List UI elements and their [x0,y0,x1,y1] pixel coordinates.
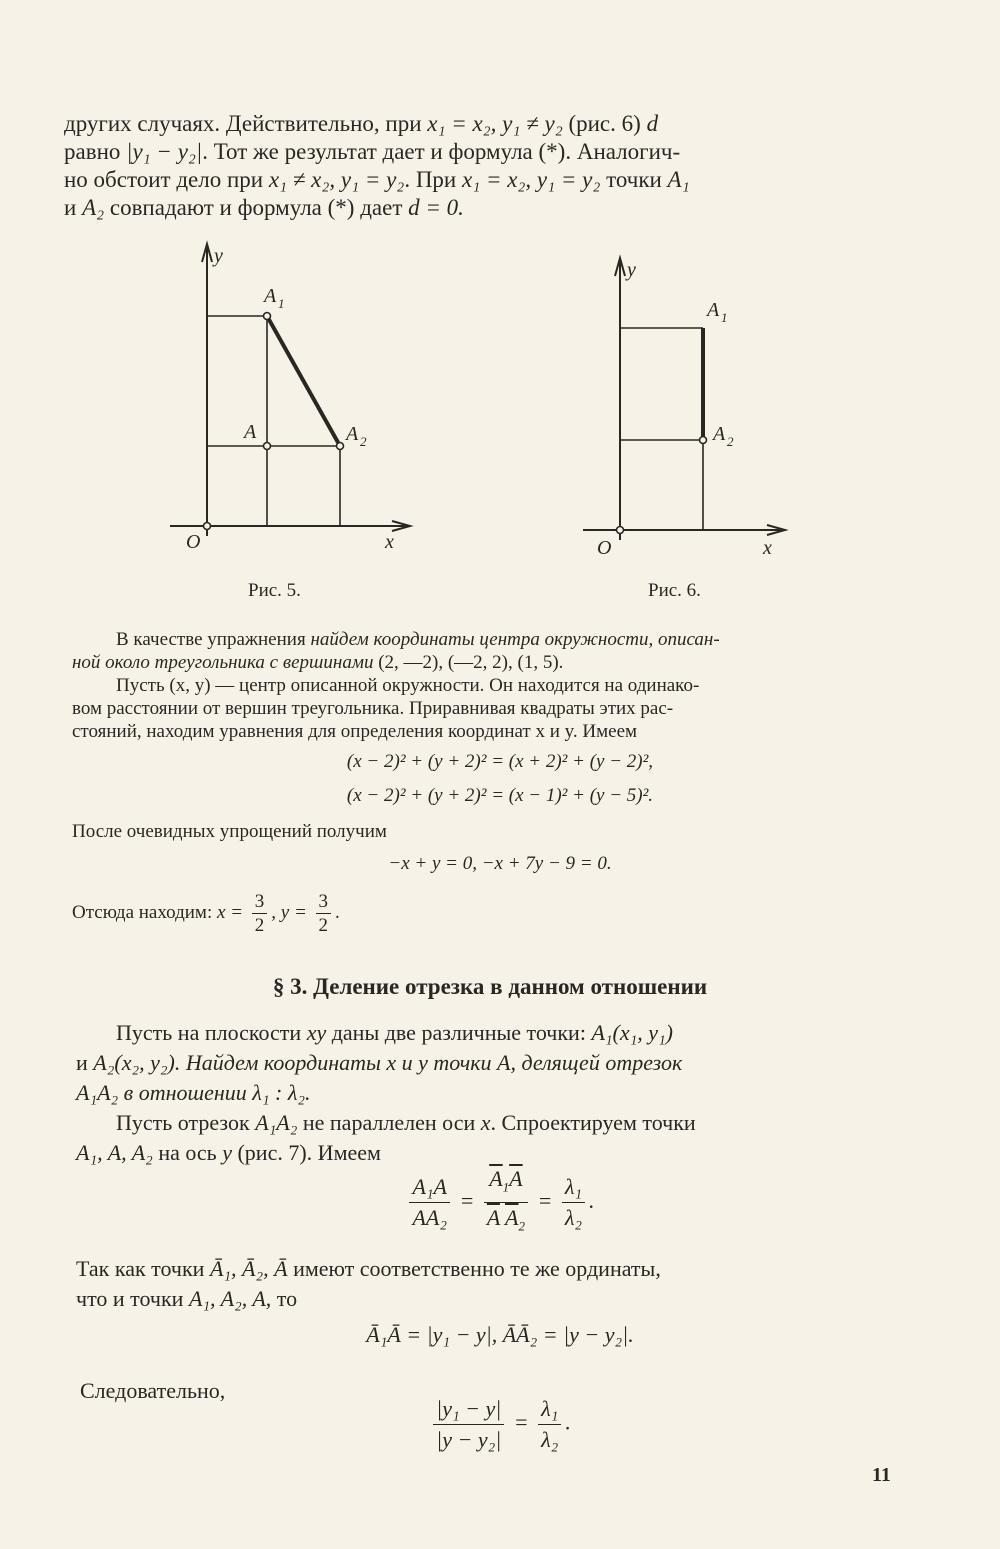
equation-4: Ā₁Ā = |y₁ − y|, ĀĀ₂ = |y − y₂|. [366,1322,634,1347]
section-p3-line-2: что и точки A₁, A₂, A, то [76,1286,298,1311]
fig5-label-o: O [186,531,201,553]
exercise-line-4: вом расстоянии от вершин треугольника. Приравнивая квадраты этих рас- [72,698,674,719]
fraction-projections: $\frac{\overline{A}_1\overline{A}}{\overline{A} \overline{A}_2}$ [484,1164,528,1242]
section-p1-line-2: и A₂(x₂, y₂). Найдем координаты x и y точки A, делящей отрезок [76,1050,683,1075]
fig5-point-a2 [337,443,344,450]
result-line: Отсюда находим: x = $\frac{3}{2}$ , y = $\frac{3}{2}$ . [72,891,340,936]
final-formula: $\frac{\text{|y₁ − y|}}{\text{|y − y₂|}}$ = $\frac{\text{λ₁}}{\text{λ₂}}$ . [300,1394,700,1455]
fig5-label-a: A [244,421,257,443]
intro-line-3: но обстоит дело при x₁ ≠ x₂, y₁ = y₂. При x₁ = x₂, y₁ = y₂ точки A₁ [64,167,690,192]
fig5-label-a1-sub: 1 [278,296,285,311]
fig5-point-a [264,443,271,450]
therefore-text: Следовательно, [80,1378,226,1403]
exercise-line-3: Пусть (x, y) — центр описанной окружности. Он находится на одинако- [116,675,700,696]
section-p2-line-1: Пусть отрезок A₁A₂ не параллелен оси x. Спроектируем точки [116,1110,696,1135]
fig5-segment-a1a2 [267,316,340,446]
fig6-label-a1: A [707,299,720,321]
intro-paragraph [64,110,904,222]
fig6-label-a2: A [713,423,726,445]
figure-5 [160,236,430,566]
fraction-x: $\frac{3}{2}$ [252,890,268,937]
exercise-line-5: стояний, находим уравнения для определения координат x и y. Имеем [72,721,638,742]
page-number: 11 [872,1464,891,1486]
exercise-paragraph [72,628,902,743]
equation-3: −x + y = 0, −x + 7y − 9 = 0. [388,853,612,874]
fig5-label-a2: A [346,423,359,445]
section-paragraph-3 [76,1254,896,1314]
figure-6-caption: Рис. 6. [648,580,701,601]
intro-line-4: и A₂ совпадают и формула (*) дает d = 0. [64,195,464,220]
figure-5-caption: Рис. 5. [248,580,301,601]
fig6-label-x: x [763,537,772,559]
fig6-label-o: O [597,537,612,559]
fig6-origin-point [617,527,624,534]
intro-line-1: других случаях. Действительно, при x₁ = x₂, y₁ ≠ y₂ (рис. 6) d [64,111,659,136]
fig5-label-a2-sub: 2 [360,434,367,449]
exercise-line-1: В качестве упражнения найдем координаты центра окружности, описан- [116,629,720,650]
simplification-text: После очевидных упрощений получим [72,821,387,842]
equation-1: (x − 2)² + (y + 2)² = (x + 2)² + (y − 2)², [346,751,654,772]
intro-line-2: равно |y₁ − y₂|. Тот же результат дает и формула (*). Аналогич- [64,139,681,164]
equation-2: (x − 2)² + (y + 2)² = (x − 1)² + (y − 5)². [346,785,654,806]
fig6-label-a1-sub: 1 [721,310,728,325]
fraction-abs-values: $\frac{\text{|y₁ − y|}}{\text{|y − y₂|}}$ [433,1394,504,1455]
proportion-formula: $\frac{\text{A₁A}}{\text{AA₂}}$ = $\frac{\overline{A}_1\overline{A}}{\overline{A} \overline{A}_2}$ = $\frac{\text{λ₁}}{\text{λ₂}}$ . [300,1164,700,1242]
section-heading: § 3. Деление отрезка в данном отношении [272,974,708,999]
fig5-label-a1: A [264,285,277,307]
section-paragraph-1 [76,1018,896,1168]
fig6-label-a2-sub: 2 [727,434,734,449]
section-p2-line-2: A₁, A, A₂ на ось y (рис. 7). Имеем [76,1140,381,1165]
fig5-label-y: y [214,245,223,267]
figure-6 [575,250,795,570]
fraction-y: $\frac{3}{2}$ [316,890,332,937]
fraction-lambdas-final: $\frac{\text{λ₁}}{\text{λ₂}}$ [538,1394,561,1455]
fraction-lambdas: $\frac{\text{λ₁}}{\text{λ₂}}$ [562,1172,585,1233]
fig5-origin-point [204,523,211,530]
section-p3-line-1: Так как точки Ā₁, Ā₂, Ā имеют соответственно те же ординаты, [76,1256,661,1281]
fig6-label-y: y [627,259,636,281]
exercise-line-2: ной около треугольника с вершинами (2, —2), (—2, 2), (1, 5). [72,652,564,673]
section-p1-line-3: A₁A₂ в отношении λ₁ : λ₂. [76,1080,311,1105]
fig5-point-a1 [264,313,271,320]
fig5-label-x: x [385,531,394,553]
fraction-a1a-aa2: $\frac{\text{A₁A}}{\text{AA₂}}$ [409,1172,450,1233]
section-p1-line-1: Пусть на плоскости xy даны две различные точки: A₁(x₁, y₁) [116,1020,674,1045]
fig6-point-a2 [700,437,707,444]
